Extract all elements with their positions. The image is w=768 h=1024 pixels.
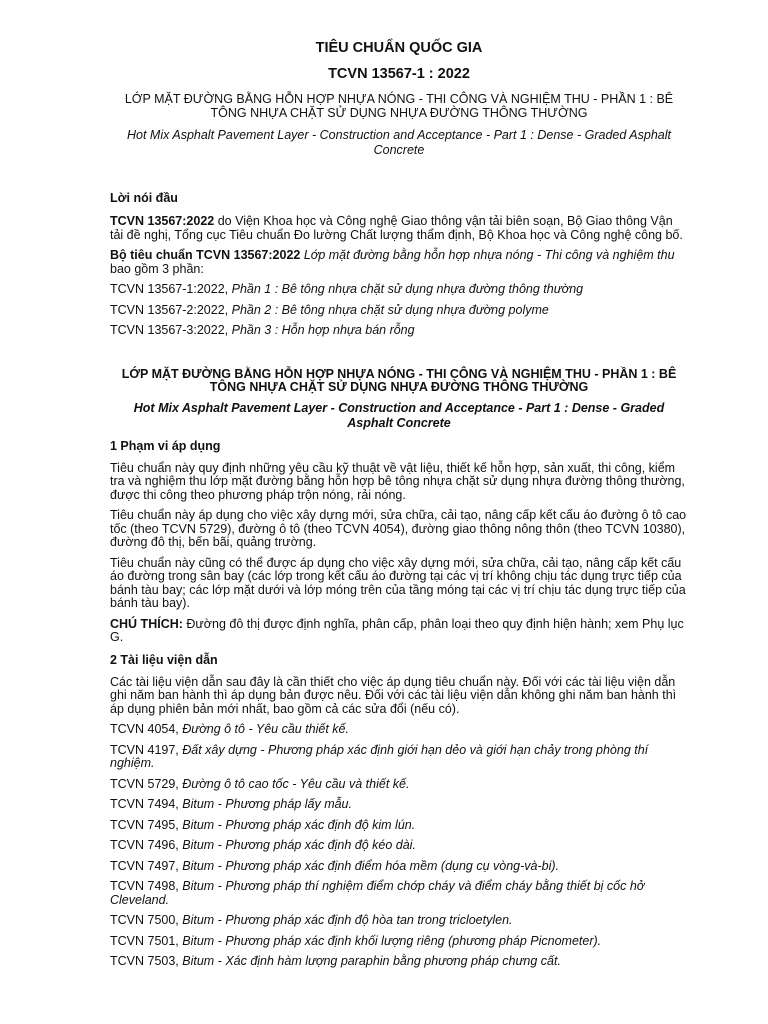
reference-title: Bitum - Phương pháp xác định độ kim lún. bbox=[178, 817, 416, 832]
part-list-item bbox=[110, 324, 688, 338]
standard-type-title: TIÊU CHUẨN QUỐC GIA bbox=[315, 40, 483, 56]
part-code: TCVN 13567-1:2022, bbox=[110, 282, 229, 296]
scope-note bbox=[110, 618, 688, 645]
reference-code: TCVN 7494, bbox=[110, 797, 179, 811]
part-title: Phần 1 : Bê tông nhựa chặt sử dụng nhựa đường thông thường bbox=[228, 282, 584, 296]
section-1-heading: 1 Phạm vi áp dụng bbox=[110, 438, 221, 453]
standard-title-vi: LỚP MẶT ĐƯỜNG BẰNG HỖN HỢP NHỰA NÓNG - THI CÔNG VÀ NGHIỆM THU - PHẦN 1 : BÊ TÔNG NHỰA CHẶT SỬ DỤNG NHỰA ĐƯỜNG THÔNG THƯỜNG bbox=[124, 92, 674, 120]
part-list-item bbox=[110, 283, 688, 297]
reference-title: Bitum - Phương pháp thí nghiệm điểm chớp cháy và điểm cháy bằng thiết bị cốc hở Cleveland. bbox=[110, 879, 645, 907]
note-label: CHÚ THÍCH: bbox=[110, 616, 183, 631]
foreword-p1-bold: TCVN 13567:2022 bbox=[110, 214, 215, 228]
part-code: TCVN 13567-3:2022, bbox=[110, 323, 229, 337]
foreword-heading: Lời nói đầu bbox=[110, 191, 178, 205]
foreword-p2-bold: Bộ tiêu chuẩn TCVN 13567:2022 bbox=[110, 248, 301, 262]
foreword-section bbox=[110, 191, 688, 338]
reference-code: TCVN 7496, bbox=[110, 838, 179, 852]
foreword-p1-text: do Viện Khoa học và Công nghệ Giao thông vận tải biên soạn, Bộ Giao thông Vận tải đề nghị, Tổng cục Tiêu chuẩn Đo lường Chất lượng thẩm định, Bộ Khoa học và Công nghệ công bố. bbox=[110, 214, 683, 242]
reference-item bbox=[110, 880, 688, 907]
reference-code: TCVN 7498, bbox=[110, 879, 179, 893]
foreword-p2-text: bao gồm 3 phần: bbox=[110, 261, 204, 276]
note-text: Đường đô thị được định nghĩa, phân cấp, phân loại theo quy định hiện hành; xem Phụ lục G. bbox=[110, 616, 684, 644]
reference-item bbox=[110, 798, 688, 812]
reference-title: Bitum - Phương pháp xác định điểm hóa mềm (dụng cụ vòng-và-bi). bbox=[178, 858, 560, 873]
reference-title: Bitum - Phương pháp xác định khối lượng riêng (phương pháp Picnometer). bbox=[178, 933, 602, 948]
reference-title: Đường ô tô cao tốc - Yêu cầu và thiết kế. bbox=[178, 776, 410, 791]
section-references bbox=[110, 653, 688, 969]
part-title: Phần 2 : Bê tông nhựa chặt sử dụng nhựa đường polyme bbox=[228, 302, 549, 317]
reference-code: TCVN 4197, bbox=[110, 742, 179, 757]
body-title-en: Hot Mix Asphalt Pavement Layer - Construction and Acceptance - Part 1 : Dense - Graded Asphalt Concrete bbox=[133, 400, 665, 430]
reference-title: Đường ô tô - Yêu cầu thiết kế. bbox=[178, 722, 349, 736]
reference-code: TCVN 7497, bbox=[110, 858, 179, 873]
part-list-item bbox=[110, 304, 688, 318]
reference-code: TCVN 7503, bbox=[110, 954, 179, 968]
standard-code: TCVN 13567-1 : 2022 bbox=[328, 66, 470, 82]
reference-code: TCVN 4054, bbox=[110, 722, 179, 736]
reference-code: TCVN 5729, bbox=[110, 776, 179, 791]
reference-list bbox=[110, 723, 688, 969]
foreword-p2-italic: Lớp mặt đường bằng hỗn hợp nhựa nóng - Thi công và nghiệm thu bbox=[300, 248, 675, 262]
foreword-paragraph-2 bbox=[110, 249, 688, 276]
reference-item bbox=[110, 935, 688, 949]
reference-title: Đất xây dựng - Phương pháp xác định giới hạn dẻo và giới hạn chảy trong phòng thí nghiệm. bbox=[110, 742, 649, 770]
reference-item bbox=[110, 723, 688, 737]
section-scope bbox=[110, 439, 688, 645]
reference-item bbox=[110, 819, 688, 833]
section-2-heading: 2 Tài liệu viện dẫn bbox=[110, 652, 218, 667]
reference-item bbox=[110, 839, 688, 853]
part-code: TCVN 13567-2:2022, bbox=[110, 302, 229, 317]
body-title-block bbox=[110, 368, 688, 431]
reference-title: Bitum - Phương pháp xác định độ hòa tan trong tricloetylen. bbox=[178, 913, 513, 927]
body-title-vi: LỚP MẶT ĐƯỜNG BẰNG HỖN HỢP NHỰA NÓNG - THI CÔNG VÀ NGHIỆM THU - PHẦN 1 : BÊ TÔNG NHỰA CHẶT SỬ DỤNG NHỰA ĐƯỜNG THÔNG THƯỜNG bbox=[121, 366, 677, 394]
reference-item bbox=[110, 744, 688, 771]
part-title: Phần 3 : Hỗn hợp nhựa bán rỗng bbox=[228, 323, 415, 337]
reference-code: TCVN 7501, bbox=[110, 933, 179, 948]
reference-title: Bitum - Xác định hàm lượng paraphin bằng phương pháp chưng cất. bbox=[178, 954, 561, 968]
reference-item bbox=[110, 778, 688, 792]
references-intro: Các tài liệu viện dẫn sau đây là cần thiết cho việc áp dụng tiêu chuẩn này. Đối với các tài liệu viện dẫn ghi năm ban hành thì áp dụng bản được nêu. Đối với các tài liệu viện dẫn không ghi năm ban hành thì áp dụng phiên bản mới nhất, bao gồm cả các sửa đổi (nếu có). bbox=[110, 674, 677, 716]
scope-paragraph-1: Tiêu chuẩn này quy định những yêu cầu kỹ thuật về vật liệu, thiết kế hỗn hợp, sản xuất, thi công, kiểm tra và nghiệm thu lớp mặt đường bằng hỗn hợp bê tông nhựa chặt sử dụng nhựa đường thông thường, được thi công theo phương pháp trộn nóng, rải nóng. bbox=[110, 460, 685, 502]
reference-item bbox=[110, 955, 688, 969]
reference-title: Bitum - Phương pháp lấy mẫu. bbox=[178, 797, 352, 811]
document-header bbox=[110, 39, 688, 158]
standard-title-en: Hot Mix Asphalt Pavement Layer - Construction and Acceptance - Part 1 : Dense - Graded Asphalt Concrete bbox=[126, 128, 671, 157]
reference-item bbox=[110, 860, 688, 874]
reference-title: Bitum - Phương pháp xác định độ kéo dài. bbox=[178, 838, 416, 852]
scope-paragraph-3: Tiêu chuẩn này cũng có thể được áp dụng cho việc xây dựng mới, sửa chữa, cải tạo, nâng cấp kết cấu áo đường trong sân bay (các lớp trong kết cấu áo đường tại các vị trí không chịu tác dụng trực tiếp của bánh tàu bay; các lớp mặt dưới và lớp móng trên của tầng móng tại các vị trí chịu tác dụng trực tiếp của bánh tàu bay). bbox=[110, 555, 686, 610]
scope-paragraph-2: Tiêu chuẩn này áp dụng cho việc xây dựng mới, sửa chữa, cải tạo, nâng cấp kết cấu áo đường ô tô cao tốc (theo TCVN 5729), đường ô tô (theo TCVN 4054), đường giao thông nông thôn (theo TCVN 10380), đường đô thị, bến bãi, quảng trường. bbox=[110, 508, 687, 549]
reference-code: TCVN 7495, bbox=[110, 817, 179, 832]
foreword-paragraph-1 bbox=[110, 215, 688, 242]
reference-item bbox=[110, 914, 688, 928]
reference-code: TCVN 7500, bbox=[110, 913, 179, 927]
